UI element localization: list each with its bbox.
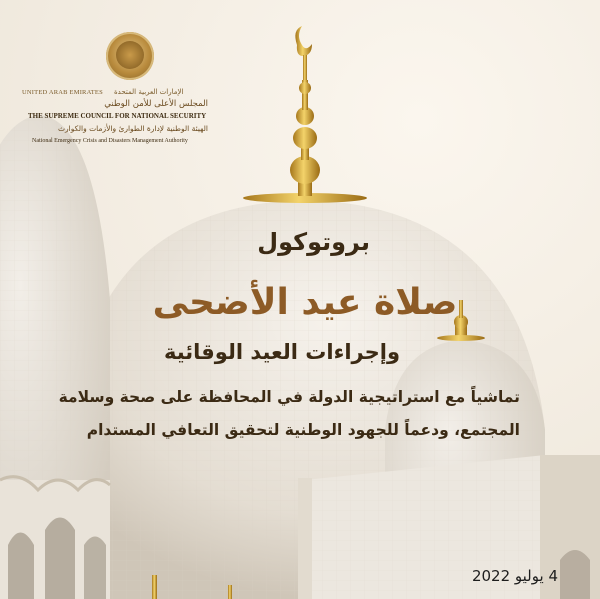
main-title: صلاة عيد الأضحى: [152, 282, 458, 323]
logo-council-en: THE SUPREME COUNCIL FOR NATIONAL SECURITY: [28, 112, 207, 120]
subtitle: وإجراءات العيد الوقائية: [163, 340, 400, 364]
logo-ncema-ar: الهيئة الوطنية لإدارة الطوارئ والأزمات والكوارث: [57, 124, 208, 133]
logo-council-ar: المجلس الأعلى للأمن الوطني: [104, 99, 208, 109]
description-line-2: المجتمع، ودعماً للجهود الوطنية لتحقيق التعافي المستدام: [86, 421, 520, 439]
page-title: بروتوكول: [257, 228, 370, 256]
logo-uae-en: UNITED ARAB EMIRATES: [22, 89, 103, 96]
logo-uae-ar: الإمارات العربية المتحدة: [114, 88, 184, 96]
logo-ncema-en: National Emergency Crisis and Disasters Management Authority: [32, 138, 188, 144]
uae-falcon-emblem-icon: [106, 32, 154, 80]
date-label: 4 يوليو 2022: [471, 567, 558, 585]
logo-block: [22, 28, 208, 148]
description-line-1: تماشياً مع استراتيجية الدولة في المحافظة على صحة وسلامة: [58, 388, 520, 406]
